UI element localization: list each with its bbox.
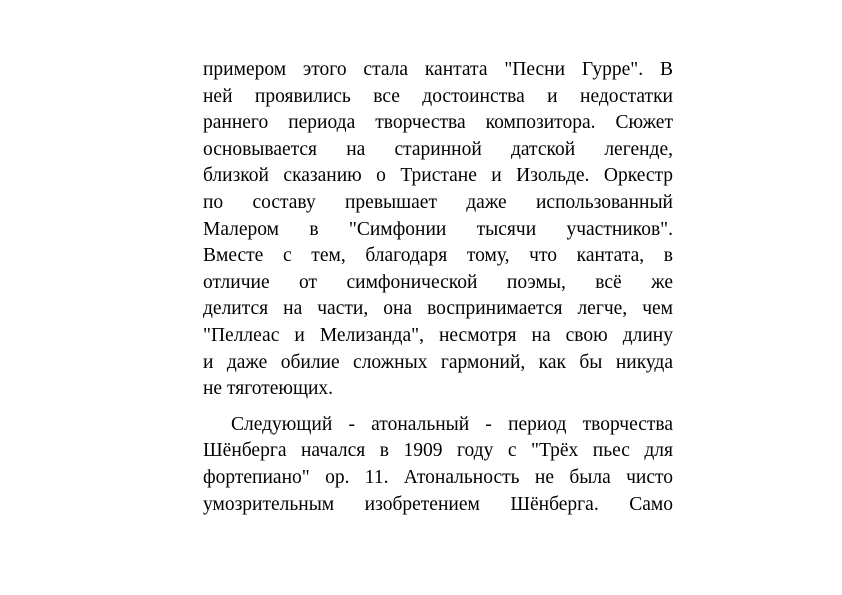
text-line: не тяготеющих.: [203, 378, 334, 400]
text-line: Шёнберга начался в 1909 году с "Трёх пьес для: [203, 440, 673, 462]
body-text: [203, 57, 673, 518]
text-line: по составу превышает даже использованный: [203, 191, 673, 213]
paragraph-2: [203, 412, 673, 518]
text-line: Вместе с тем, благодаря тому, что кантата, в: [203, 245, 673, 267]
text-line: близкой сказанию о Тристане и Изольде. Оркестр: [203, 165, 673, 187]
paragraph-spacer: [203, 403, 673, 412]
paragraph-1: [203, 57, 673, 403]
text-line: "Пеллеас и Мелизанда", несмотря на свою длину: [203, 324, 673, 346]
text-line: примером этого стала кантата "Песни Гурре". В: [203, 59, 673, 80]
text-line: отличие от симфонической поэмы, всё же: [203, 271, 673, 293]
text-line: основывается на старинной датской легенде,: [203, 138, 673, 160]
text-line: Следующий - атональный - период творчества: [231, 413, 673, 435]
text-line: и даже обилие сложных гармоний, как бы никуда: [203, 351, 673, 373]
text-line: фортепиано" ор. 11. Атональность не была чисто: [203, 466, 673, 488]
text-line: ней проявились все достоинства и недостатки: [203, 85, 673, 107]
text-line: умозрительным изобретением Шёнберга. Само: [203, 493, 673, 515]
text-line: раннего периода творчества композитора. Сюжет: [203, 112, 673, 134]
text-line: Малером в "Симфонии тысячи участников".: [203, 218, 673, 240]
text-line: делится на части, она воспринимается легче, чем: [203, 298, 673, 320]
